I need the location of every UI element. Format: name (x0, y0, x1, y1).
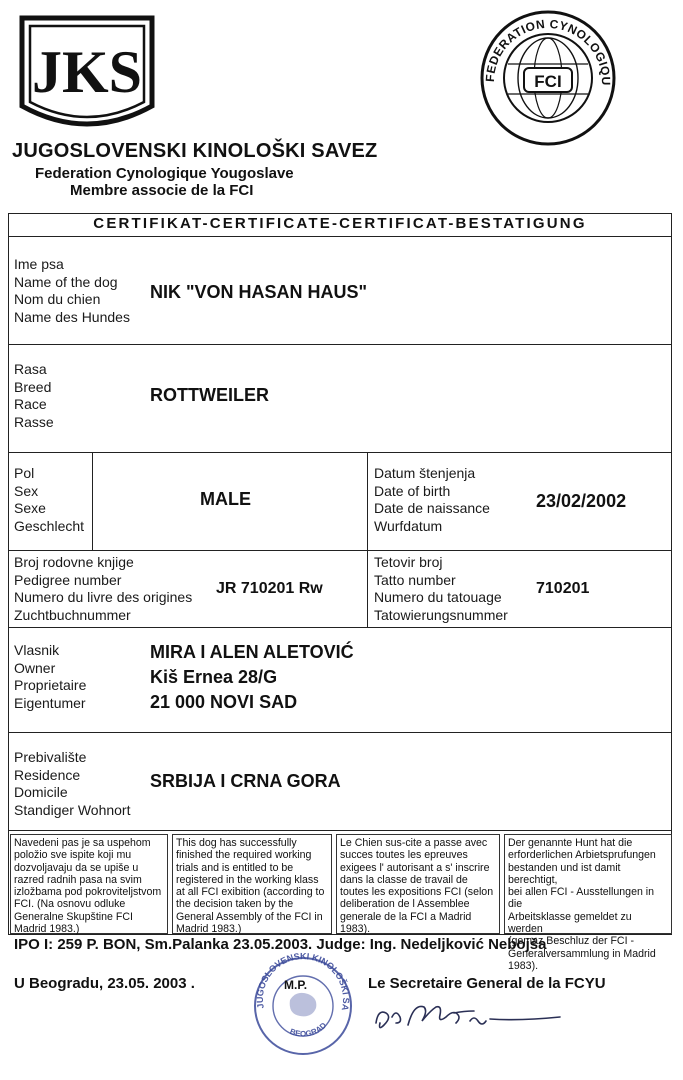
note-line: 1983). (340, 923, 371, 936)
residence-value: SRBIJA I CRNA GORA (150, 771, 341, 791)
label: Broj rodovne knjige (14, 554, 134, 570)
owner-street: Kiš Ernea 28/G (150, 667, 278, 687)
pedigree-labels (14, 554, 192, 624)
pedigree-value: JR 710201 Rw (216, 580, 323, 597)
label: Proprietaire (14, 677, 87, 693)
judge-line: IPO I: 259 P. BON, Sm.Palanka 23.05.2003. Judge: Ing. Nedeljković Nebojša (14, 936, 547, 953)
note-german (504, 834, 672, 972)
label: Tatowierungsnummer (374, 606, 508, 623)
note-line: This dog has successfully (176, 837, 297, 849)
owner-values (150, 640, 354, 715)
label: Owner (14, 659, 56, 676)
label: Geschlecht (14, 517, 85, 534)
divider (8, 344, 672, 345)
note-line: Generalversammlung in Madrid (508, 947, 656, 960)
label: Pol (14, 465, 35, 481)
label: Nom du chien (14, 291, 101, 307)
dog-name-labels (14, 256, 130, 326)
label: Rasse (14, 413, 54, 430)
jks-logo (14, 14, 160, 136)
svg-text:BEOGRAD (289, 1021, 329, 1039)
place-date: U Beogradu, 23.05. 2003 . (14, 975, 195, 992)
note-english (172, 834, 332, 934)
label: Vlasnik (14, 642, 60, 658)
tattoo-labels (374, 554, 508, 624)
divider (8, 732, 672, 733)
fci-center-text: FCI (534, 72, 562, 91)
note-line: bestanden und ist damit berechtigt, (508, 861, 621, 886)
owner-name: MIRA I ALEN ALETOVIĆ (150, 642, 354, 662)
divider (8, 452, 672, 453)
divider (367, 452, 368, 627)
label: Rasa (14, 361, 47, 377)
org-name: JUGOSLOVENSKI KINOLOŠKI SAVEZ (12, 140, 378, 162)
note-line: (gemaz Beschluz der FCI - (508, 935, 634, 948)
jks-logo-text: JKS (31, 39, 143, 105)
note-line: Madrid 1983.) (176, 923, 242, 936)
breed-value: ROTTWEILER (150, 385, 269, 405)
breed-labels (14, 361, 54, 431)
org-subtitle-2: Membre associe de la FCI (70, 182, 254, 199)
secretary-title: Le Secretaire General de la FCYU (368, 975, 606, 992)
label: Zuchtbuchnummer (14, 606, 131, 623)
divider (92, 452, 93, 550)
note-line: deliberation de l Assemblee (340, 898, 470, 911)
birth-labels (374, 465, 490, 535)
signature (370, 993, 570, 1038)
label: Prebivalište (14, 749, 87, 765)
owner-city: 21 000 NOVI SAD (150, 692, 298, 712)
stamp-text: JUGOSLOVENSKI KINOLOŠKI SA (254, 951, 352, 1011)
label: Numero du tatouage (374, 589, 502, 605)
note-line: General Assembly of the FCI in (176, 910, 323, 923)
residence-labels (14, 749, 130, 819)
note-french (336, 834, 500, 934)
dog-name-value: NIK "VON HASAN HAUS" (150, 282, 368, 302)
label: Sex (14, 482, 39, 499)
sex-value: MALE (200, 489, 251, 509)
label: Tetovir broj (374, 554, 443, 570)
note-line: FCI. (Na osnovu odluke (14, 898, 126, 911)
label: Pedigree number (14, 571, 122, 588)
label: Tatto number (374, 571, 456, 588)
note-line: the decision taken by the (176, 898, 294, 911)
label: Wurfdatum (374, 517, 443, 534)
note-line: at all FCI exibition (according to (176, 886, 325, 899)
note-serbian (10, 834, 168, 934)
note-line: toutes les expositions FCI (selon (340, 886, 494, 899)
note-line: erforderlichen Arbietsprufungen (508, 849, 656, 862)
label: Standiger Wohnort (14, 801, 131, 818)
note-line: Le Chien sus-cite a passe avec (340, 837, 488, 849)
org-subtitle-1: Federation Cynologique Yougoslave (35, 165, 294, 182)
note-line: Navedeni pas je sa uspehom (14, 837, 151, 849)
note-line: trials and is entitled to be (176, 861, 294, 874)
note-line: generale de la FCI a Madrid (340, 910, 472, 923)
label: Name des Hundes (14, 308, 130, 325)
label: Date of birth (374, 482, 451, 499)
label: Numero du livre des origines (14, 589, 193, 605)
divider (8, 236, 672, 237)
note-line: 1983). (508, 959, 539, 972)
divider (8, 830, 672, 831)
label: Race (14, 396, 47, 412)
sex-labels (14, 465, 84, 535)
divider (8, 550, 672, 551)
note-line: Der genannte Hunt hat die (508, 837, 633, 849)
note-line: succes toutes les epreuves (340, 849, 468, 862)
tattoo-value: 710201 (536, 580, 590, 597)
note-line: dozvoljavaju da se upiše u (14, 861, 139, 874)
note-line: razred radnih pasa na svim (14, 873, 142, 886)
note-line: registered in the working klass (176, 873, 319, 886)
fci-logo (474, 8, 622, 146)
label: Datum štenjenja (374, 465, 476, 481)
note-line: Generalne Skupštine FCI (14, 910, 133, 923)
note-line: exigees l' autorisant a s' inscrire (340, 861, 490, 874)
label: Domicile (14, 784, 68, 800)
label: Residence (14, 766, 81, 783)
owner-labels (14, 642, 86, 712)
note-line: Madrid 1983.) (14, 923, 80, 936)
note-line: položio sve ispite koji mu (14, 849, 132, 862)
note-line: finished the required working (176, 849, 312, 862)
label: Sexe (14, 500, 46, 516)
fci-ring-text: FEDERATION CYNOLOGIQU (482, 16, 614, 86)
label: Name of the dog (14, 273, 118, 290)
note-line: izložbama pod pokroviteljstvom (14, 886, 162, 899)
label: Ime psa (14, 256, 64, 272)
label: Breed (14, 378, 52, 395)
note-line: Arbeitsklasse gemeldet zu werden (508, 910, 632, 936)
divider (8, 627, 672, 628)
birth-value: 23/02/2002 (536, 491, 627, 511)
mp-label: M.P. (284, 978, 308, 992)
label: Eigentumer (14, 694, 86, 711)
certificate-title: CERTIFIKAT-CERTIFICATE-CERTIFICAT-BESTATIGUNG (93, 215, 587, 232)
stamp-city: BEOGRAD (288, 1020, 329, 1039)
label: Date de naissance (374, 500, 490, 516)
official-stamp (248, 948, 358, 1058)
note-line: dans la classe de travail de (340, 873, 468, 886)
note-line: bei allen FCI - Ausstellungen in die (508, 886, 655, 911)
